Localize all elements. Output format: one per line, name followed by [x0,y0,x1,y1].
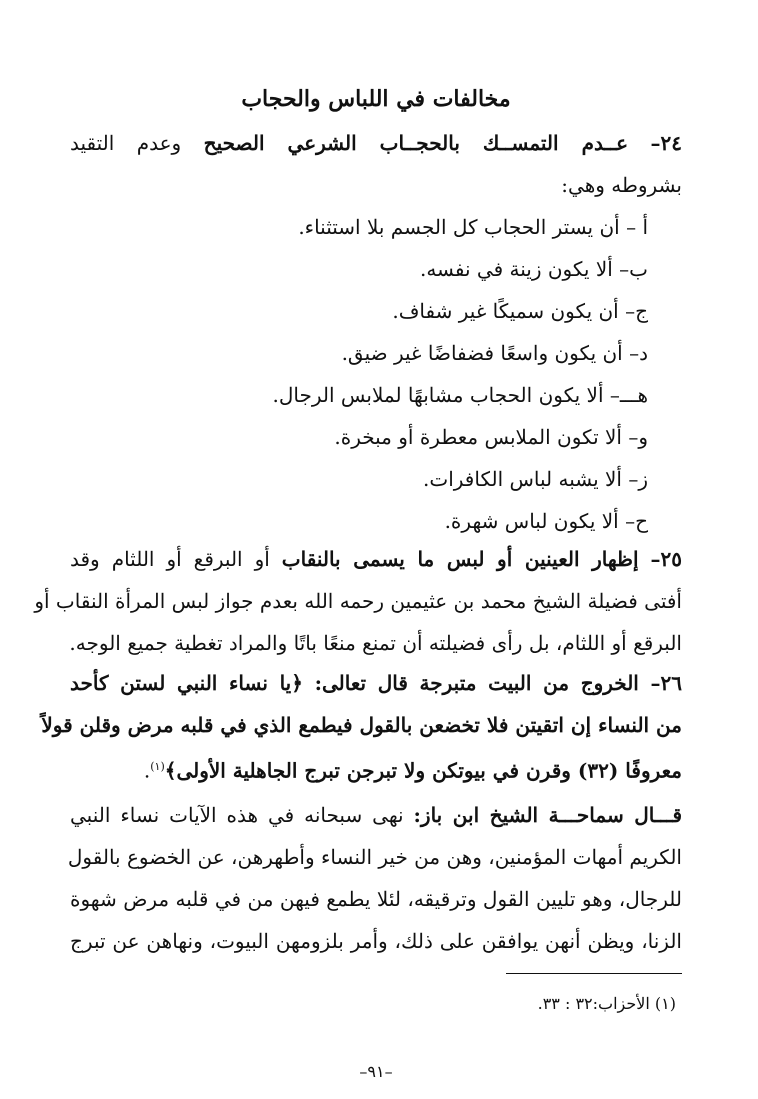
section-26-number: ٢٦– [650,671,682,695]
quote-first-line [70,800,682,830]
section-24-heading: عــدم التمســك بالحجــاب الشرعي الصحيح [203,131,629,155]
condition-item: أ – أن يستر الحجاب كل الجسم بلا استثناء. [298,215,648,239]
footnote-text: (١) الأحزاب:٣٢ : ٣٣. [537,994,676,1013]
section-25-heading: إظهار العينين أو لبس ما يسمى بالنقاب [281,547,639,571]
condition-item: ز– ألا يشبه لباس الكافرات. [423,467,648,491]
section-26-verse-end: معروفًا (٣٢) وقرن في بيوتكن ولا تبرجن تبرج الجاهلية الأولى﴾ [164,758,682,783]
condition-item: و– ألا تكون الملابس معطرة أو مبخرة. [334,425,648,449]
section-24-heading-tail: وعدم التقيد [70,131,182,155]
section-25-paragraph-line: البرقع أو اللثام، بل رأى فضيلته أن تمنع منعًا باتًا والمراد تغطية جميع الوجه. [69,631,682,655]
section-26-verse-line-last [144,752,682,786]
section-25-number: ٢٥– [650,547,683,571]
page-number: –٩١– [359,1062,393,1081]
quote-line: للرجال، وهو تليين القول وترقيقه، لئلا يطمع فيهن من في قلبه مرض شهوة [70,887,682,911]
condition-item: د– أن يكون واسعًا فضفاضًا غير ضيق. [341,341,648,365]
section-26-heading-line [70,668,682,698]
condition-item: ب– ألا يكون زينة في نفسه. [419,257,648,281]
section-24-heading-line [70,128,682,158]
document-page [34,70,683,1081]
quote-line: الكريم أمهات المؤمنين، وهن من خير النساء وأطهرهن، عن الخضوع بالقول [67,845,682,869]
section-24-intro: بشروطه وهي: [561,173,682,197]
section-26-heading: الخروج من البيت متبرجة قال تعالى: ﴿يا نساء النبي لستن كأحد [70,671,639,695]
section-24-number: ٢٤– [650,131,683,155]
condition-item: ح– ألا يكون لباس شهرة. [444,509,648,533]
footnote-reference: (١) [150,760,165,773]
page-title: مخالفات في اللباس والحجاب [241,86,511,112]
section-25-paragraph-line: أفتى فضيلة الشيخ محمد بن عثيمين رحمه الله بعدم جواز لبس المرأة النقاب أو [34,589,682,613]
section-26-verse-line: من النساء إن اتقيتن فلا تخضعن بالقول فيطمع الذي في قلبه مرض وقلن قولاً [41,713,682,737]
condition-item: هـــ– ألا يكون الحجاب مشابهًا لملابس الرجال. [272,383,648,407]
condition-item: ج– أن يكون سميكًا غير شفاف. [392,299,648,323]
section-26-period: . [143,758,151,783]
footnote-divider [506,973,682,974]
quote-text: نهى سبحانه في هذه الآيات نساء النبي [70,803,404,827]
section-25-heading-tail: أو البرقع أو اللثام وقد [70,547,270,571]
quote-line: الزنا، ويظن أنهن يوافقن على ذلك، وأمر بلزومهن البيوت، ونهاهن عن تبرج [70,929,682,953]
quote-speaker: قـــال سماحـــة الشيخ ابن باز: [413,803,683,827]
section-25-heading-line [70,544,682,574]
